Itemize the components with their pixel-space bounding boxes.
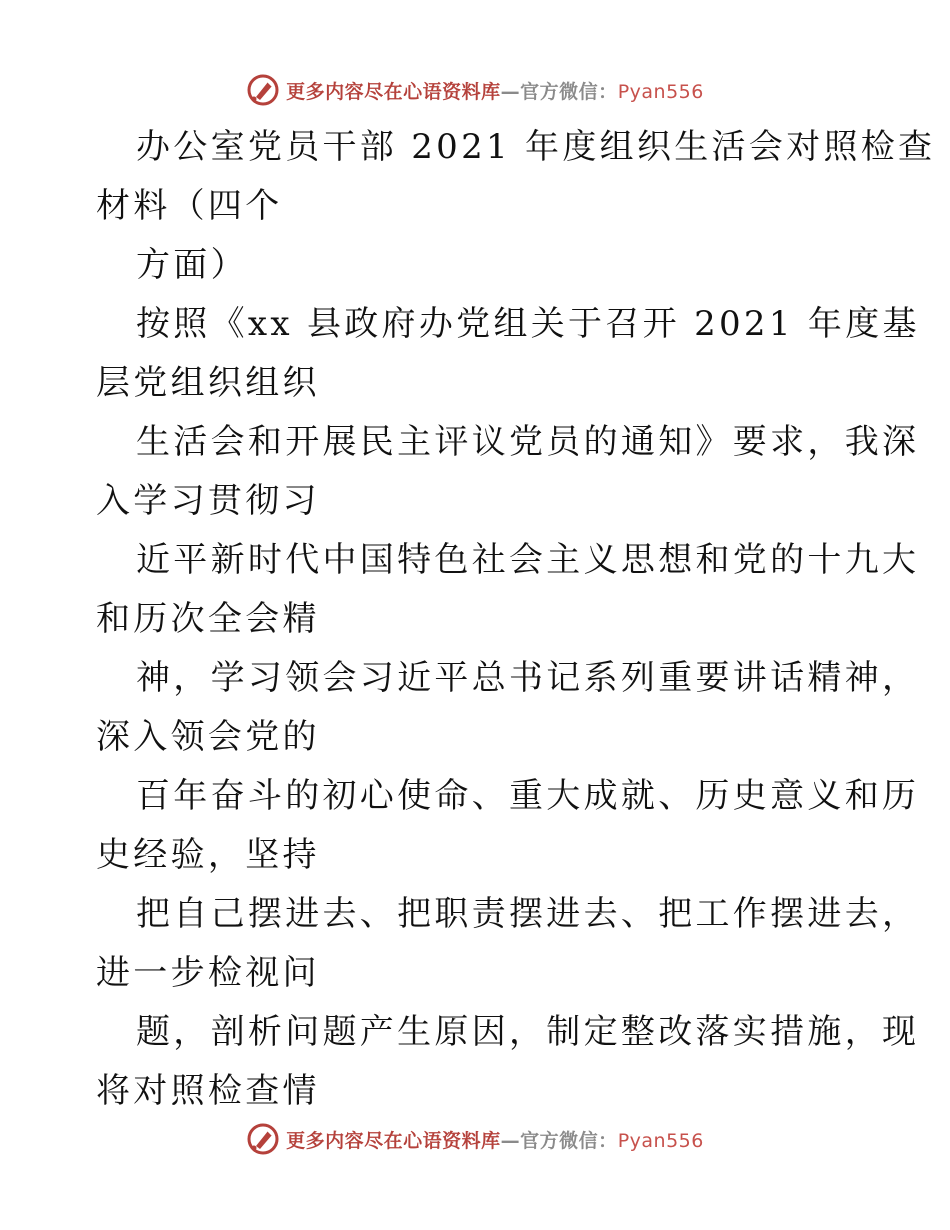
text-line: 生活会和开展民主评议党员的通知》要求，我深 bbox=[136, 422, 920, 462]
pen-nib-logo-icon bbox=[246, 73, 280, 107]
text-line: 办公室党员干部 2021 年度组织生活会对照检查 bbox=[136, 127, 936, 167]
text-line: 材料（四个 bbox=[96, 186, 283, 226]
text-line: 按照《xx 县政府办党组关于召开 2021 年度基 bbox=[136, 304, 920, 344]
banner-text-part1: 更多内容尽在心语资料库 bbox=[286, 1129, 501, 1152]
banner-text-part2: —官方微信： bbox=[500, 1129, 618, 1152]
banner-text bbox=[286, 1126, 704, 1153]
header-banner bbox=[0, 70, 950, 110]
document-body bbox=[96, 118, 936, 1121]
text-line: 进一步检视问 bbox=[96, 953, 320, 993]
text-line: 把自己摆进去、把职责摆进去、把工作摆进去， bbox=[136, 894, 920, 934]
text-line: 和历次全会精 bbox=[96, 599, 320, 639]
text-line: 近平新时代中国特色社会主义思想和党的十九大 bbox=[136, 540, 920, 580]
text-line: 深入领会党的 bbox=[96, 717, 320, 757]
banner-text bbox=[286, 77, 704, 104]
text-line: 入学习贯彻习 bbox=[96, 481, 320, 521]
text-line: 方面） bbox=[136, 245, 248, 285]
text-line: 将对照检查情 bbox=[96, 1071, 320, 1111]
text-line: 百年奋斗的初心使命、重大成就、历史意义和历 bbox=[136, 776, 920, 816]
banner-text-part1: 更多内容尽在心语资料库 bbox=[286, 80, 501, 103]
pen-nib-logo-icon bbox=[246, 1122, 280, 1156]
text-line: 题，剖析问题产生原因，制定整改落实措施，现 bbox=[136, 1012, 920, 1052]
footer-banner bbox=[0, 1119, 950, 1159]
text-line: 史经验，坚持 bbox=[96, 835, 320, 875]
banner-text-part3: Pyan556 bbox=[617, 1129, 704, 1152]
banner-text-part2: —官方微信： bbox=[500, 80, 618, 103]
text-line: 层党组织组织 bbox=[96, 363, 320, 403]
text-line: 神，学习领会习近平总书记系列重要讲话精神， bbox=[136, 658, 920, 698]
banner-text-part3: Pyan556 bbox=[617, 80, 704, 103]
